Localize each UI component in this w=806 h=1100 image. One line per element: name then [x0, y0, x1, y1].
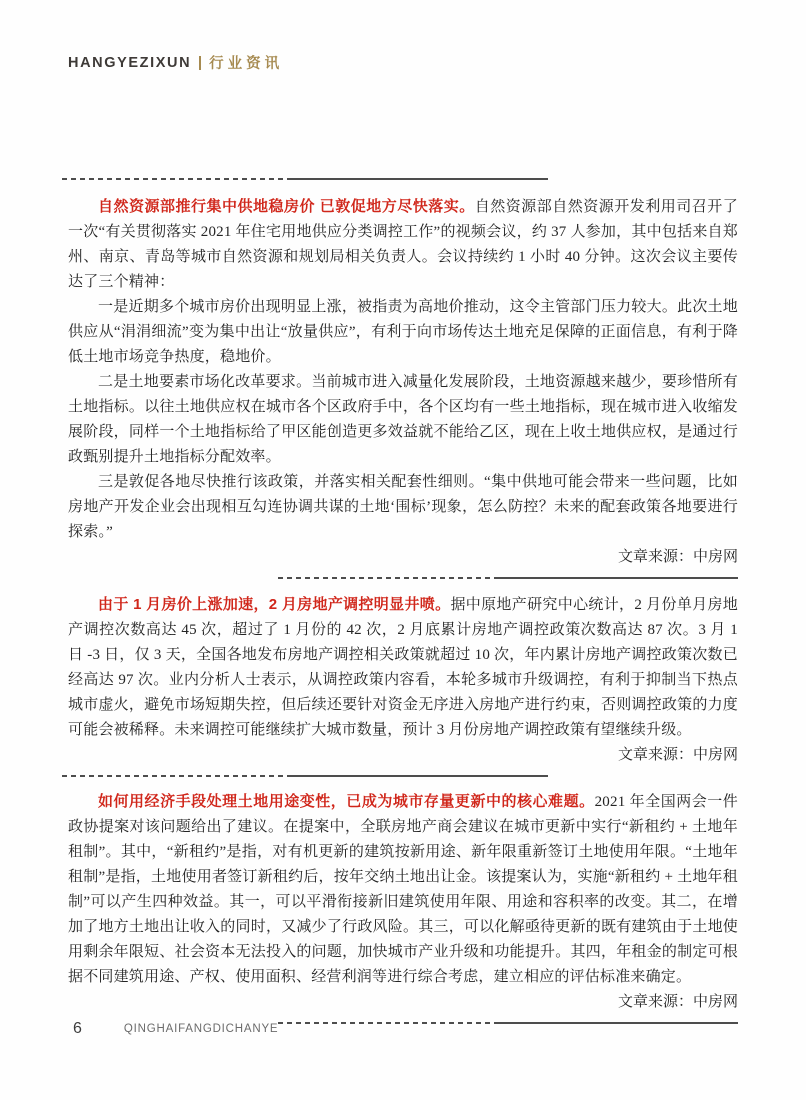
article-land-use-change: [68, 789, 738, 1015]
article-paragraph: 一是近期多个城市房价出现明显上涨，被指责为高地价推动，这令主管部门压力较大。此次土地供应从“涓涓细流”变为集中出让“放量供应”，有利于向市场传达土地充足保障的正面信息，有利于降低土地市场竞争热度，稳地价。: [68, 299, 738, 365]
separator-dashed-segment: [62, 775, 290, 777]
article-body-text: 自然资源部自然资源开发利用司召开了一次“有关贯彻落实 2021 年住宅用地供应分类调控工作”的视频会议，约 37 人参加，其中包括来自郑州、南京、青岛等城市自然资源和规划局相关负责人。会议持续约 1 小时 40 分钟。这次会议主要传达了三个精神：: [68, 199, 738, 290]
article-source: 文章来源：中房网: [617, 994, 738, 1010]
article-source: 文章来源：中房网: [617, 747, 738, 763]
separator-solid-segment: [495, 577, 738, 579]
article-paragraph: 三是敦促各地尽快推行该政策，并落实相关配套性细则。“集中供地可能会带来一些问题，比如房地产开发企业会出现相互勾连协调共谋的土地‘围标’现象，怎么防控？未来的配套政策各地要进行探索。”: [68, 474, 738, 540]
separator-dashed-segment: [62, 178, 290, 180]
page-number: 6: [73, 1020, 82, 1037]
journal-slug: QINGHAIFANGDICHANYE: [123, 1023, 279, 1035]
separator-dashed-segment: [278, 577, 495, 579]
article-source: 文章来源：中房网: [617, 549, 738, 565]
article-body-text: 2021 年全国两会一件政协提案对该问题给出了建议。在提案中，全联房地产商会建议在城市更新中实行“新租约 + 土地年租制”。其中，“新租约”是指，对有机更新的建筑按新用途、新年限重新签订土地使用年限。“土地年租制”是指，土地使用者签订新租约后，按年交纳土地出让金。该提案认为，实施“新租约 + 土地年租制”可以产生四种效益。其一，可以平滑衔接新旧建筑使用年限、用途和容积率的改变。其二，在增加了地方土地出让收入的同时，又减少了行政风险。其三，可以化解亟待更新的既有建筑由于土地使用剩余年限短、社会资本无法投入的问题，加快城市产业升级和功能提升。其四，年租金的制定可根据不同建筑用途、产权、使用面积、经营利润等进行综合考虑，建立相应的评估标准来确定。: [68, 794, 738, 985]
article-lead: 如何用经济手段处理土地用途变性，已成为城市存量更新中的核心难题。: [98, 793, 595, 810]
section-separator: [278, 577, 738, 579]
separator-dashed-segment: [278, 1022, 495, 1024]
article-paragraph: [68, 592, 738, 743]
header-section-title: 行业资讯: [209, 56, 284, 72]
page-header: [68, 52, 283, 73]
article-paragraph: [68, 194, 738, 295]
separator-solid-segment: [495, 1022, 738, 1024]
section-separator: [62, 775, 738, 777]
article-paragraph: 二是土地要素市场化改革要求。当前城市进入减量化发展阶段，土地资源越来越少，要珍惜所有土地指标。以往土地供应权在城市各个区政府手中，各个区均有一些土地指标，现在城市进入收缩发展阶段，同样一个土地指标给了甲区能创造更多效益就不能给乙区，现在上收土地供应权，是通过行政甄别提升土地指标分配效率。: [68, 374, 738, 465]
separator-solid-segment: [290, 775, 548, 777]
article-feb-regulation: [68, 592, 738, 768]
article-lead: 自然资源部推行集中供地稳房价 已敦促地方尽快落实。: [98, 198, 475, 215]
article-land-supply: [68, 194, 738, 570]
separator-solid-segment: [290, 178, 548, 180]
page-content: [68, 168, 738, 1024]
article-body-text: 据中原地产研究中心统计，2 月份单月房地产调控次数高达 45 次，超过了 1 月份的 42 次，2 月底累计房地产调控政策次数高达 87 次。3 月 1 日 -3 日，仅 3 天，全国各地发布房地产调控相关政策就超过 10 次，年内累计房地产调控政策次数已经高达 97 次。业内分析人士表示，从调控政策内容看，本轮多城市升级调控，有利于抑制当下热点城市虚火，避免市场短期失控，但后续还要针对资金无序进入房地产进行约束，否则调控政策的力度可能会被稀释。未来调控可能继续扩大城市数量，预计 3 月份房地产调控政策有望继续升级。: [68, 597, 738, 738]
article-lead: 由于 1 月房价上涨加速，2 月房地产调控明显井喷。: [98, 596, 451, 613]
page-footer: [73, 1020, 278, 1038]
section-separator: [62, 178, 738, 180]
article-paragraph: [68, 789, 738, 990]
section-separator: [278, 1022, 738, 1024]
header-divider-bar: [199, 56, 201, 70]
header-slug: HANGYEZIXUN: [68, 54, 192, 71]
